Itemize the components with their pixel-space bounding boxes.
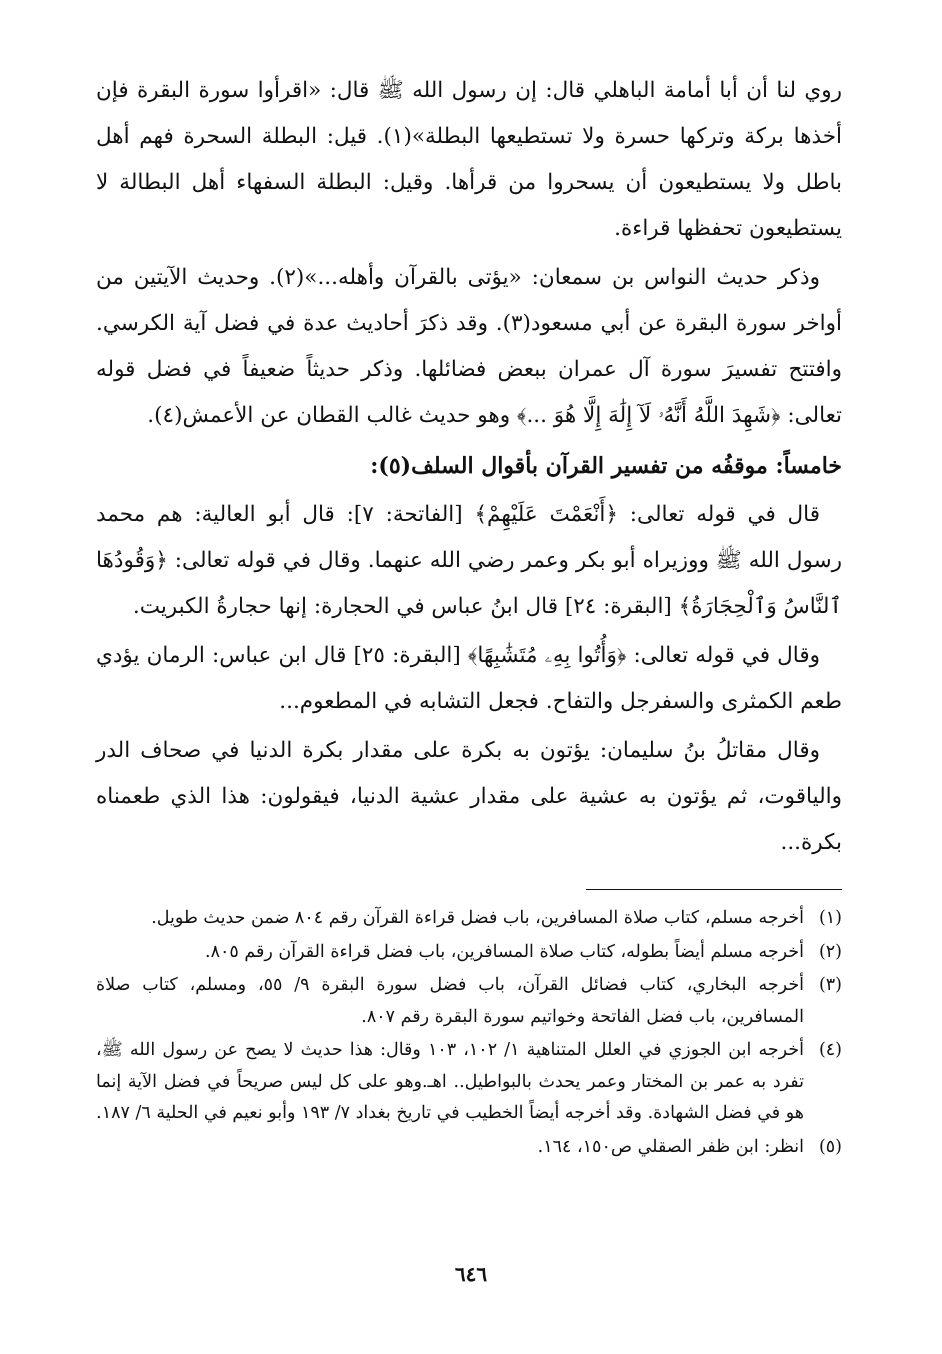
footnote-3 — [96, 970, 842, 1033]
section-heading — [96, 443, 842, 489]
section-heading-title: موقفُه من تفسير القرآن بأقوال السلف(٥): — [370, 453, 776, 479]
footnote-4 — [96, 1035, 842, 1130]
page-number: ٦٤٦ — [454, 1262, 488, 1286]
section-heading-prefix: خامساً: — [775, 453, 842, 479]
footnote-number: (٢) — [818, 941, 842, 962]
footnote-text: أخرجه مسلم، كتاب صلاة المسافرين، باب فضل قراءة القرآن رقم ٨٠٤ ضمن حديث طويل. — [151, 908, 804, 928]
paragraph-4: وقال في قوله تعالى: ﴿وَأُتُوا بِهِۦ مُتَشَٰبِهًا﴾ [البقرة: ٢٥] قال ابن عباس: الرمان يؤدي طعم الكمثرى والسفرجل والتفاح. فجعل التشابه في المطعوم... — [96, 643, 842, 714]
footnote-1 — [96, 903, 842, 935]
footnote-text: أخرجه البخاري، كتاب فضائل القرآن، باب فضل سورة البقرة ٩/ ٥٥، ومسلم، كتاب صلاة المسافرين، باب فضل الفاتحة وخواتيم سورة البقرة رقم ٨٠٧. — [96, 975, 804, 1027]
footnote-number: (٥) — [818, 1136, 842, 1157]
footnote-5 — [96, 1132, 842, 1164]
footnote-number: (٣) — [818, 975, 842, 995]
footnote-number: (١) — [818, 908, 842, 928]
paragraph-3: قال في قوله تعالى: ﴿أَنْعَمْتَ عَلَيْهِمْ﴾ [الفاتحة: ٧]: قال أبو العالية: هم محمد رسول الله ﷺ ووزيراه أبو بكر وعمر رضي الله عنهما. وقال في قوله تعالى: ﴿وَقُودُهَا ٱلنَّاسُ وَٱلْحِجَارَةُ﴾ [البقرة: ٢٤] قال ابنُ عباس في الحجارة: إنها حجارةُ الكبريت. — [96, 502, 842, 619]
footnote-text: أخرجه ابن الجوزي في العلل المتناهية ١/ ١٠٢، ١٠٣ وقال: هذا حديث لا يصح عن رسول الله ﷺ، تفرد به عمر بن المختار وعمر يحدث بالبواطيل.. اهـ.وهو على كل ليس صريحاً في فضل الآية إنما هو في فضل الشهادة. وقد أخرجه أيضاً الخطيب في تاريخ بغداد ٧/ ١٩٣ وأبو نعيم في الحلية ٦/ ١٨٧. — [96, 1040, 804, 1123]
paragraph-1: روي لنا أن أبا أمامة الباهلي قال: إن رسول الله ﷺ قال: «اقرأوا سورة البقرة فإن أخذها بركة وتركها حسرة ولا تستطيعها البطلة»(١). قيل: البطلة السحرة فهم أهل باطل ولا يستطيعون أن يسحروا من قرأها. وقيل: البطلة السفهاء أهل البطالة لا يستطيعون تحفظها قراءة. — [96, 78, 843, 241]
paragraph-5: وقال مقاتلُ بنُ سليمان: يؤتون به بكرة على مقدار بكرة الدنيا في صحاف الدر والياقوت، ثم يؤتون به عشية على مقدار عشية الدنيا، فيقولون: هذا الذي طعمناه بكرة... — [96, 738, 842, 855]
footnote-text: أخرجه مسلم أيضاً بطوله، كتاب صلاة المسافرين، باب فضل قراءة القرآن رقم ٨٠٥. — [204, 941, 804, 962]
paragraph-2: وذكر حديث النواس بن سمعان: «يؤتى بالقرآن وأهله...»(٢). وحديث الآيتين من أواخر سورة البقرة عن أبي مسعود(٣). وقد ذكرَ أحاديث عدة في فضل آية الكرسي. وافتتح تفسيرَ سورة آل عمران ببعض فضائلها. وذكر حديثاً ضعيفاً في فضل قوله تعالى: ﴿شَهِدَ اللَّهُ أَنَّهُۥ لَآ إِلَٰهَ إِلَّا هُوَ ...﴾ وهو حديث غالب القطان عن الأعمش(٤). — [96, 265, 842, 428]
footnotes — [96, 903, 842, 1165]
main-text — [96, 68, 842, 869]
footnote-separator — [586, 889, 842, 890]
footnote-number: (٤) — [818, 1040, 842, 1060]
footnote-text: انظر: ابن ظفر الصقلي ص١٥٠، ١٦٤. — [537, 1136, 804, 1157]
footnote-2 — [96, 937, 842, 969]
